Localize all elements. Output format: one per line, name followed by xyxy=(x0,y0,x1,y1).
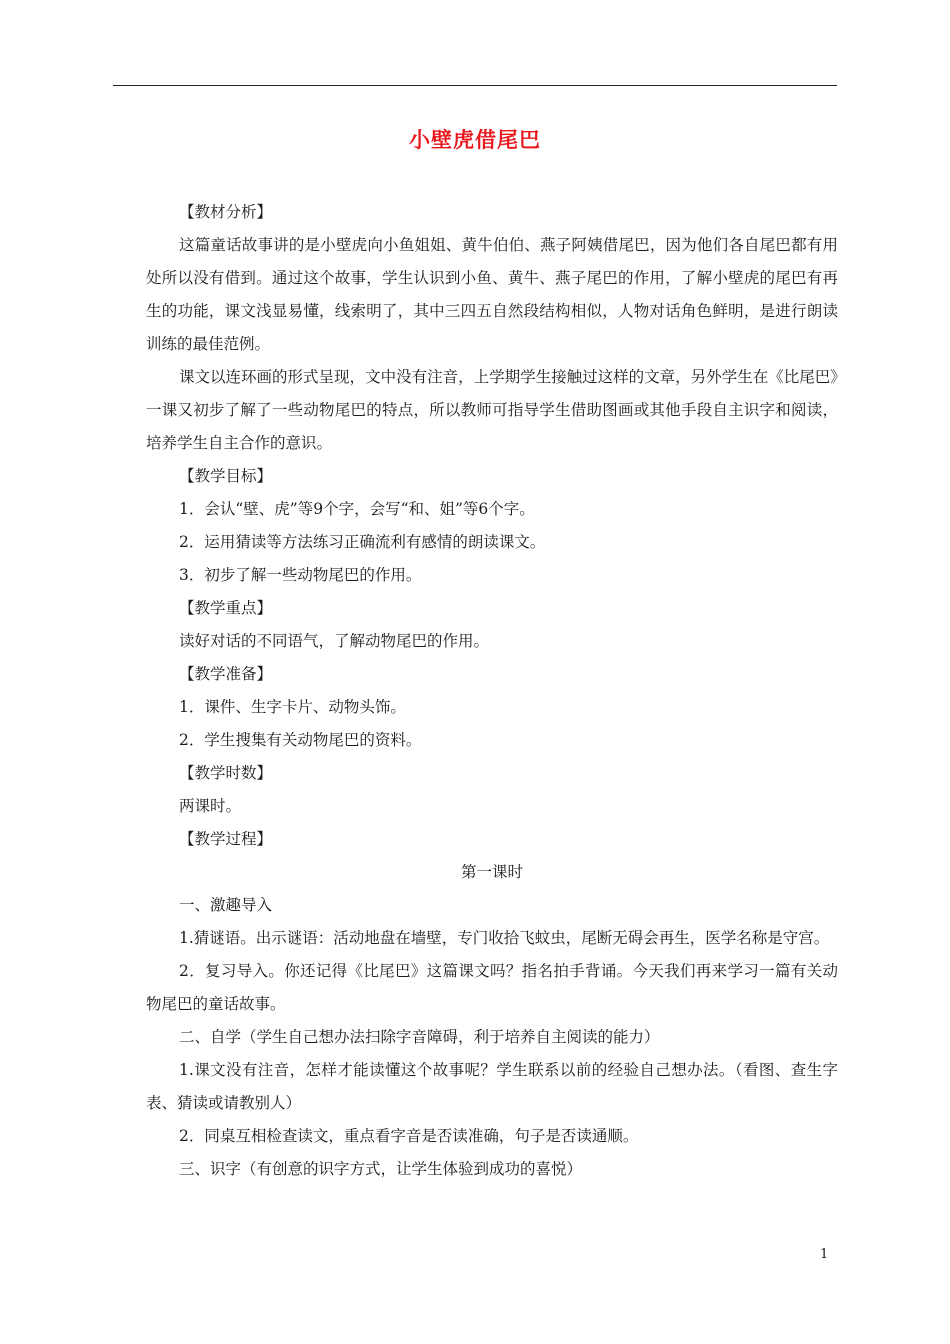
hours-text: 两课时。 xyxy=(179,797,242,815)
goal-item-3: 3．初步了解一些动物尾巴的作用。 xyxy=(179,566,422,584)
section-1-item-1: 1.猜谜语。出示谜语：活动地盘在墙壁，专门收拾飞蚊虫，尾断无碍会再生，医学名称是守宫。 xyxy=(179,929,830,947)
document-title: 小壁虎借尾巴 xyxy=(409,128,541,152)
page-number: 1 xyxy=(820,1247,829,1262)
section-1-heading: 一、激趣导入 xyxy=(179,896,273,914)
heading-preparation: 【教学准备】 xyxy=(179,665,273,683)
prep-item-2: 2．学生搜集有关动物尾巴的资料。 xyxy=(179,731,422,749)
analysis-paragraph-2: 课文以连环画的形式呈现，文中没有注音，上学期学生接触过这样的文章，另外学生在《比尾巴》一课又初步了解了一些动物尾巴的特点，所以教师可指导学生借助图画或其他手段自主识字和阅读，培养学生自主合作的意识。 xyxy=(146,368,838,452)
analysis-paragraph-1: 这篇童话故事讲的是小壁虎向小鱼姐姐、黄牛伯伯、燕子阿姨借尾巴，因为他们各自尾巴都有用处所以没有借到。通过这个故事，学生认识到小鱼、黄牛、燕子尾巴的作用，了解小壁虎的尾巴有再生的功能，课文浅显易懂，线索明了，其中三四五自然段结构相似，人物对话角色鲜明，是进行朗读训练的最佳范例。 xyxy=(146,236,838,353)
heading-process: 【教学过程】 xyxy=(179,830,273,848)
document-body xyxy=(146,196,838,1186)
section-2-item-2: 2．同桌互相检查读文，重点看字音是否读准确，句子是否读通顺。 xyxy=(179,1127,639,1145)
goal-item-2: 2．运用猜读等方法练习正确流利有感情的朗读课文。 xyxy=(179,533,546,551)
heading-goals: 【教学目标】 xyxy=(179,467,273,485)
lesson-one-heading: 第一课时 xyxy=(460,863,523,881)
section-2-item-1: 1.课文没有注音，怎样才能读懂这个故事呢？学生联系以前的经验自己想办法。（看图、查生字表、猜读或请教别人） xyxy=(146,1061,838,1112)
goal-item-1: 1．会认“壁、虎”等9个字，会写“和、姐”等6个字。 xyxy=(179,500,535,518)
heading-analysis: 【教材分析】 xyxy=(179,203,273,221)
section-2-heading: 二、自学（学生自己想办法扫除字音障碍，利于培养自主阅读的能力） xyxy=(179,1028,660,1046)
section-3-heading: 三、识字（有创意的识字方式，让学生体验到成功的喜悦） xyxy=(179,1160,583,1178)
heading-focus: 【教学重点】 xyxy=(179,599,273,617)
prep-item-1: 1．课件、生字卡片、动物头饰。 xyxy=(179,698,406,716)
heading-hours: 【教学时数】 xyxy=(179,764,273,782)
focus-text: 读好对话的不同语气，了解动物尾巴的作用。 xyxy=(179,632,490,650)
section-1-item-2: 2．复习导入。你还记得《比尾巴》这篇课文吗？指名拍手背诵。今天我们再来学习一篇有关动物尾巴的童话故事。 xyxy=(146,962,838,1013)
header-rule xyxy=(113,85,837,86)
